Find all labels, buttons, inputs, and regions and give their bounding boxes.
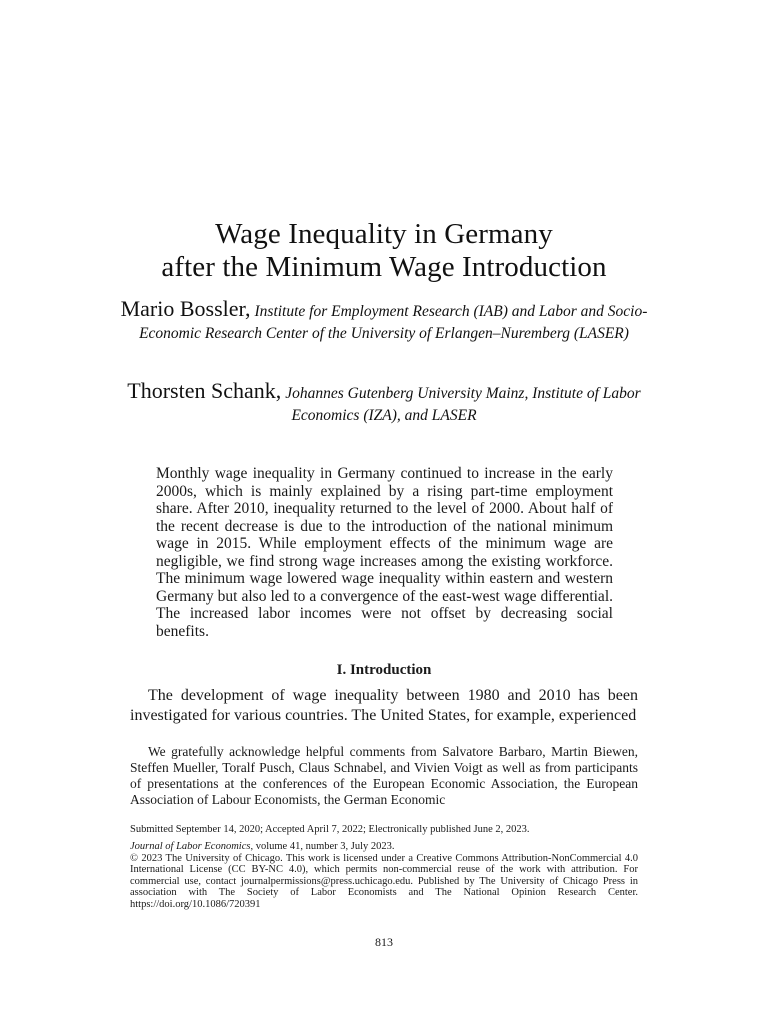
author-block-1 (100, 298, 668, 345)
journal-citation (130, 841, 638, 853)
license-text: © 2023 The University of Chicago. This work is licensed under a Creative Commons Attribution-NonCommercial 4.0 International License (CC BY-NC 4.0), which permits non-commercial reuse of the work with attribution. For commercial use, contact journalpermissions@press.uchicago.edu. Published by The University of Chicago Press in association with The Society of Labor Economists and The National Opinion Research Center. https://doi.org/10.1086/720391 (130, 852, 638, 910)
author-name: Mario Bossler, (120, 296, 251, 321)
acknowledgment-footnote: We gratefully acknowledge helpful comments from Salvatore Barbaro, Martin Biewen, Steffen Mueller, Toralf Pusch, Claus Schnabel, and Vivien Voigt as well as from participants of presentations at the conferences of the European Economic Association, the European Association of Labour Economists, the German Economic (130, 744, 638, 807)
author-name: Thorsten Schank, (127, 378, 282, 403)
title-line-2: after the Minimum Wage Introduction (161, 251, 607, 283)
author-block-2 (100, 380, 668, 427)
abstract: Monthly wage inequality in Germany continued to increase in the early 2000s, which is mainly explained by a rising part-time employment share. After 2010, inequality returned to the level of 2000. About half of the recent decrease is due to the introduction of the national minimum wage in 2015. While employment effects of the minimum wage are negligible, we find strong wage increases among the existing workforce. The minimum wage lowered wage inequality within eastern and western Germany but also led to a convergence of the east-west wage differential. The increased labor incomes were not offset by decreasing social benefits. (156, 465, 613, 640)
journal-info (130, 841, 638, 910)
paper-title (0, 218, 768, 284)
journal-name: Journal of Labor Economics (130, 841, 251, 852)
journal-details: , volume 41, number 3, July 2023. (250, 841, 395, 852)
author-affiliation: Institute for Employment Research (IAB) and Labor and Socio-Economic Research Center of the University of Erlangen–Nuremberg (LASER) (139, 303, 648, 342)
submission-dates: Submitted September 14, 2020; Accepted April 7, 2022; Electronically published June 2, 2023. (130, 824, 530, 835)
author-affiliation: Johannes Gutenberg University Mainz, Institute of Labor Economics (IZA), and LASER (285, 385, 641, 424)
title-line-1: Wage Inequality in Germany (215, 218, 553, 250)
section-heading: I. Introduction (336, 662, 432, 678)
intro-paragraph: The development of wage inequality between 1980 and 2010 has been investigated for various countries. The United States, for example, experienced (130, 687, 638, 724)
page-number: 813 (375, 935, 393, 949)
